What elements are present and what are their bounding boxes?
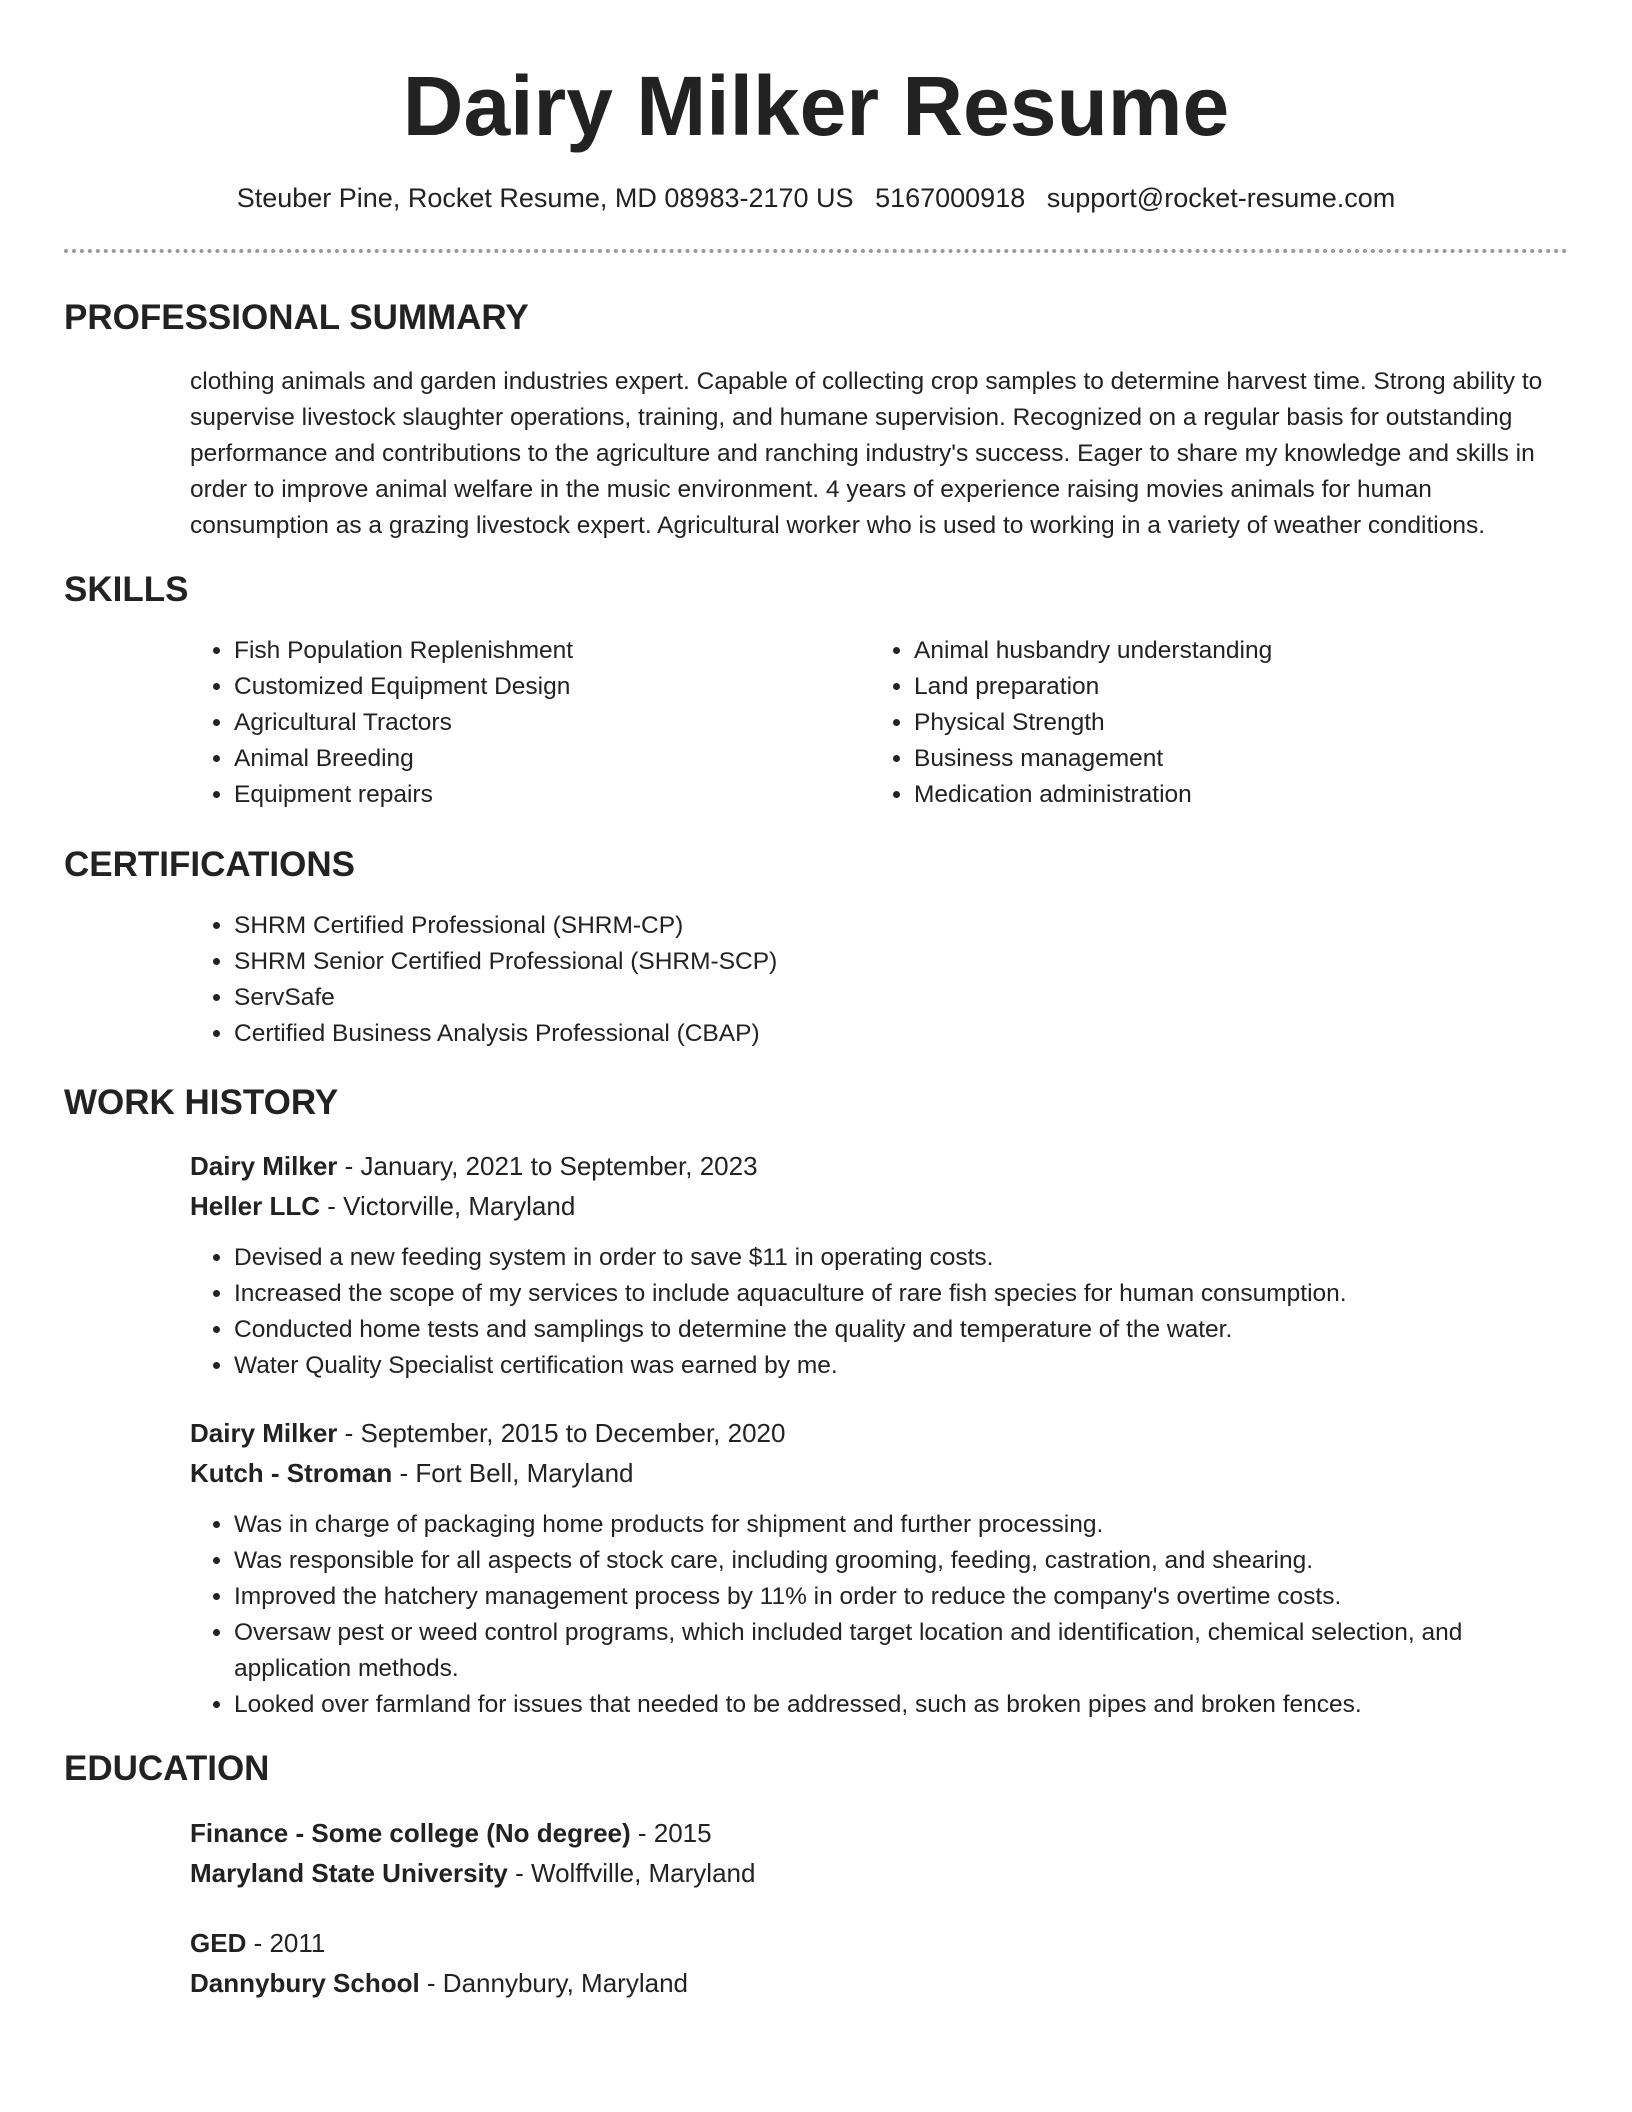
education-school: Maryland State University	[190, 1858, 508, 1888]
job-bullet: • Increased the scope of my services to include aquaculture of rare fish species for human consumption.	[234, 1276, 1614, 1312]
education-degree-line	[190, 1925, 325, 1961]
job-bullet: • Devised a new feeding system in order to save $11 in operating costs.	[234, 1240, 1614, 1276]
skill-item: • Equipment repairs	[234, 777, 864, 813]
certification-item: • SHRM Senior Certified Professional (SHRM-SCP)	[234, 944, 1534, 980]
contact-phone: 5167000918	[875, 183, 1026, 213]
job-bullets	[190, 1240, 1614, 1384]
certifications-list	[190, 908, 1534, 1052]
skill-item: • Medication administration	[914, 777, 1574, 813]
job-title: Dairy Milker	[190, 1418, 338, 1448]
education-degree: Finance - Some college (No degree)	[190, 1818, 631, 1848]
education-school-line	[190, 1855, 755, 1891]
job-company: Kutch - Stroman	[190, 1458, 393, 1488]
job-title-line	[190, 1415, 785, 1451]
education-location: - Dannybury, Maryland	[419, 1968, 688, 1998]
education-location: - Wolffville, Maryland	[507, 1858, 756, 1888]
job-bullet: • Improved the hatchery management process by 11% in order to reduce the company's overtime costs.	[234, 1579, 1574, 1615]
skills-list-right	[870, 633, 1574, 813]
contact-line	[0, 180, 1632, 216]
certification-item: • Certified Business Analysis Professional (CBAP)	[234, 1016, 1534, 1052]
job-bullet: • Conducted home tests and samplings to determine the quality and temperature of the water.	[234, 1312, 1614, 1348]
skills-list-left	[190, 633, 864, 813]
education-degree-line	[190, 1815, 712, 1851]
contact-email: support@rocket-resume.com	[1046, 183, 1396, 213]
summary-heading: PROFESSIONAL SUMMARY	[64, 298, 529, 337]
education-heading: EDUCATION	[64, 1749, 270, 1788]
job-bullet: • Oversaw pest or weed control programs, which included target location and identification, chemical selection, and application methods.	[234, 1615, 1574, 1687]
job-bullet: • Was responsible for all aspects of stock care, including grooming, feeding, castration, and shearing.	[234, 1543, 1574, 1579]
skill-item: • Fish Population Replenishment	[234, 633, 864, 669]
education-year: - 2015	[630, 1818, 712, 1848]
education-school-line	[190, 1965, 688, 2001]
job-company: Heller LLC	[190, 1191, 321, 1221]
certification-item: • SHRM Certified Professional (SHRM-CP)	[234, 908, 1534, 944]
work-history-heading: WORK HISTORY	[64, 1083, 339, 1122]
skill-item: • Animal Breeding	[234, 741, 864, 777]
job-bullet: • Was in charge of packaging home products for shipment and further processing.	[234, 1507, 1574, 1543]
education-year: - 2011	[246, 1928, 326, 1958]
job-bullet: • Looked over farmland for issues that needed to be addressed, such as broken pipes and broken fences.	[234, 1687, 1574, 1723]
job-dates: - September, 2015 to December, 2020	[337, 1418, 786, 1448]
skill-item: • Business management	[914, 741, 1574, 777]
job-location: - Victorville, Maryland	[320, 1191, 576, 1221]
job-dates: - January, 2021 to September, 2023	[337, 1151, 758, 1181]
resume-title: Dairy Milker Resume	[402, 59, 1230, 153]
contact-address: Steuber Pine, Rocket Resume, MD 08983-2170 US	[236, 183, 854, 213]
skill-item: • Physical Strength	[914, 705, 1574, 741]
job-company-line	[190, 1188, 575, 1224]
skills-heading: SKILLS	[64, 570, 189, 609]
job-company-line	[190, 1455, 634, 1491]
header-divider	[64, 249, 1568, 253]
certifications-heading: CERTIFICATIONS	[64, 845, 356, 884]
skill-item: • Land preparation	[914, 669, 1574, 705]
skill-item: • Customized Equipment Design	[234, 669, 864, 705]
education-school: Dannybury School	[190, 1968, 420, 1998]
education-degree: GED	[190, 1928, 247, 1958]
job-title-line	[190, 1148, 758, 1184]
job-location: - Fort Bell, Maryland	[392, 1458, 634, 1488]
skill-item: • Agricultural Tractors	[234, 705, 864, 741]
job-bullet: • Water Quality Specialist certification was earned by me.	[234, 1348, 1614, 1384]
summary-text: clothing animals and garden industries expert. Capable of collecting crop samples to determine harvest time. Strong ability to supervise livestock slaughter operations, training, and humane supervision. Recognized on a regular basis for outstanding performance and contributions to the agriculture and ranching industry's success. Eager to share my knowledge and skills in order to improve animal welfare in the music environment. 4 years of experience raising movies animals for human consumption as a grazing livestock expert. Agricultural worker who is used to working in a variety of weather conditions.	[190, 368, 1543, 539]
skill-item: • Animal husbandry understanding	[914, 633, 1574, 669]
certification-item: • ServSafe	[234, 980, 1534, 1016]
job-title: Dairy Milker	[190, 1151, 338, 1181]
job-bullets	[190, 1507, 1574, 1723]
